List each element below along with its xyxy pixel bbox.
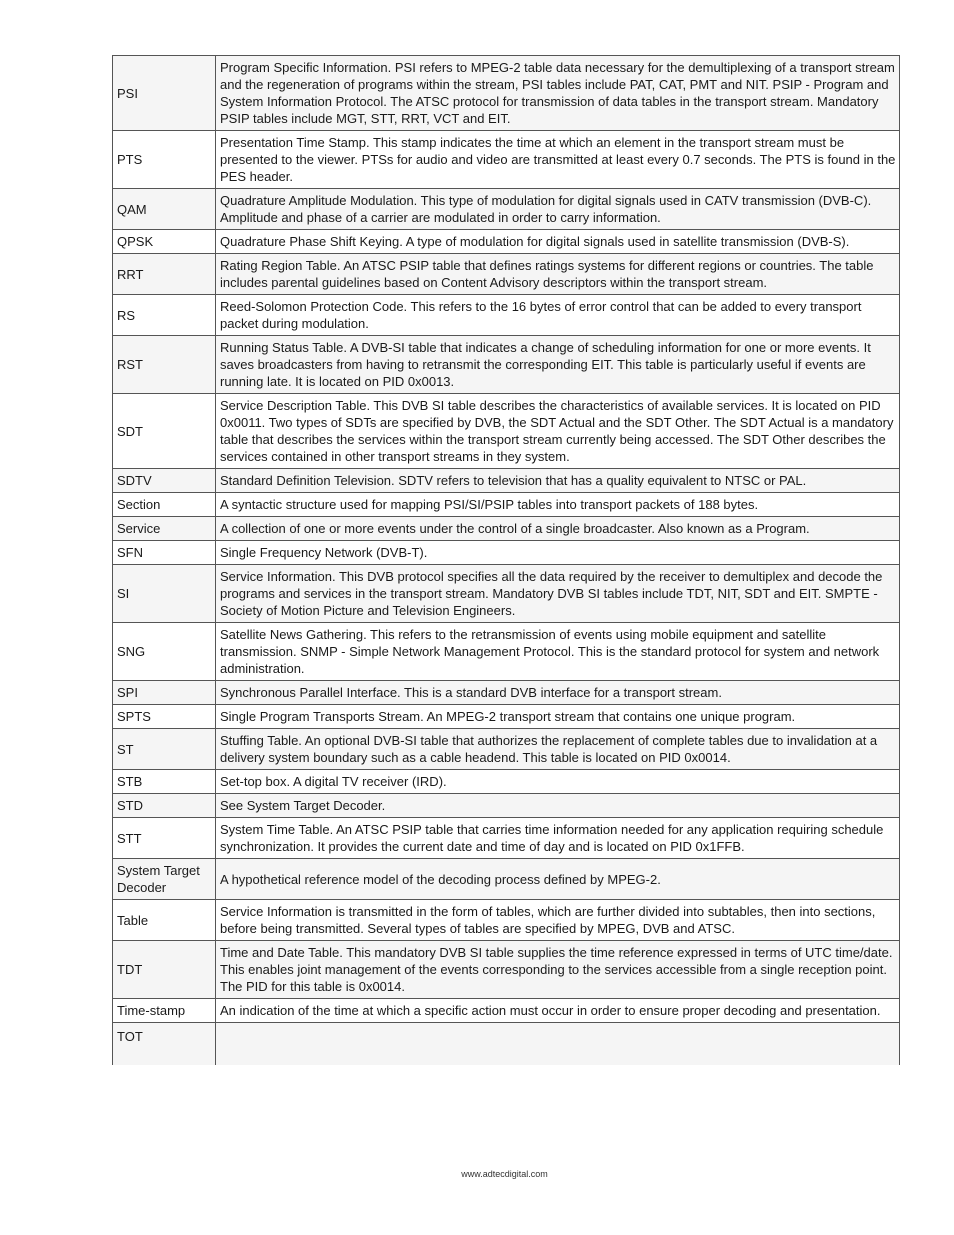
glossary-term: SDTV — [113, 469, 216, 493]
glossary-table — [112, 55, 900, 1065]
glossary-term: STT — [113, 818, 216, 859]
glossary-row — [113, 705, 900, 729]
glossary-term: QAM — [113, 189, 216, 230]
glossary-term: Time-stamp — [113, 999, 216, 1023]
glossary-term: PTS — [113, 131, 216, 189]
glossary-definition: Set-top box. A digital TV receiver (IRD). — [216, 770, 900, 794]
glossary-row — [113, 131, 900, 189]
glossary-term: Section — [113, 493, 216, 517]
glossary-term: System Target Decoder — [113, 859, 216, 900]
glossary-definition: Quadrature Amplitude Modulation. This type of modulation for digital signals used in CATV transmission (DVB-C). Amplitude and phase of a carrier are modulated in order to carry information. — [216, 189, 900, 230]
glossary-definition — [216, 1023, 900, 1066]
glossary-definition: Rating Region Table. An ATSC PSIP table that defines ratings systems for different regions or countries. The table includes parental guidelines based on Content Advisory descriptors within the transport stream. — [216, 254, 900, 295]
glossary-row — [113, 681, 900, 705]
glossary-definition: Standard Definition Television. SDTV refers to television that has a quality equivalent to NTSC or PAL. — [216, 469, 900, 493]
glossary-definition: Quadrature Phase Shift Keying. A type of modulation for digital signals used in satellite transmission (DVB-S). — [216, 230, 900, 254]
glossary-row — [113, 336, 900, 394]
glossary-row — [113, 517, 900, 541]
glossary-row — [113, 770, 900, 794]
glossary-row — [113, 794, 900, 818]
glossary-term: Service — [113, 517, 216, 541]
glossary-term: SFN — [113, 541, 216, 565]
glossary-row — [113, 859, 900, 900]
glossary-term: SDT — [113, 394, 216, 469]
glossary-row — [113, 469, 900, 493]
glossary-term: RST — [113, 336, 216, 394]
glossary-definition: Running Status Table. A DVB-SI table that indicates a change of scheduling information for one or more events. It saves broadcasters from having to retransmit the corresponding EIT. This table is particularly useful if events are running late. It is located on PID 0x0013. — [216, 336, 900, 394]
glossary-definition: Reed-Solomon Protection Code. This refers to the 16 bytes of error control that can be added to every transport packet during modulation. — [216, 295, 900, 336]
glossary-definition: Single Frequency Network (DVB-T). — [216, 541, 900, 565]
glossary-row — [113, 189, 900, 230]
glossary-term: TDT — [113, 941, 216, 999]
glossary-term: SI — [113, 565, 216, 623]
glossary-row — [113, 394, 900, 469]
glossary-definition: System Time Table. An ATSC PSIP table that carries time information needed for any application requiring schedule synchronization. It provides the current date and time of day and is located on PID 0x1FFB. — [216, 818, 900, 859]
glossary-term: SPI — [113, 681, 216, 705]
footer-url: www.adtecdigital.com — [461, 1169, 548, 1179]
glossary-term: STB — [113, 770, 216, 794]
glossary-row — [113, 729, 900, 770]
glossary-term: TOT — [113, 1023, 216, 1066]
glossary-definition: Program Specific Information. PSI refers to MPEG-2 table data necessary for the demultiplexing of a transport stream and the regeneration of programs within the stream, PSI tables include PAT, CAT, PMT and NIT. PSIP - Program and System Information Protocol. The ATSC protocol for transmission of data tables in the transport stream. Mandatory PSIP tables include MGT, STT, RRT, VCT and EIT. — [216, 56, 900, 131]
glossary-definition: An indication of the time at which a specific action must occur in order to ensure proper decoding and presentation. — [216, 999, 900, 1023]
glossary-definition: Service Information. This DVB protocol specifies all the data required by the receiver to demultiplex and decode the programs and services in the transport stream. Mandatory DVB SI tables include TDT, NIT, SDT and EIT. SMPTE - Society of Motion Picture and Television Engineers. — [216, 565, 900, 623]
glossary-definition: See System Target Decoder. — [216, 794, 900, 818]
glossary-definition: A syntactic structure used for mapping PSI/SI/PSIP tables into transport packets of 188 bytes. — [216, 493, 900, 517]
glossary-row — [113, 230, 900, 254]
glossary-row — [113, 999, 900, 1023]
glossary-term: STD — [113, 794, 216, 818]
glossary-row — [113, 565, 900, 623]
glossary-row — [113, 493, 900, 517]
glossary-definition: Satellite News Gathering. This refers to the retransmission of events using mobile equipment and satellite transmission. SNMP - Simple Network Management Protocol. This is the standard protocol for system and network administration. — [216, 623, 900, 681]
glossary-term: SPTS — [113, 705, 216, 729]
glossary-definition: Synchronous Parallel Interface. This is a standard DVB interface for a transport stream. — [216, 681, 900, 705]
glossary-term: Table — [113, 900, 216, 941]
glossary-term: PSI — [113, 56, 216, 131]
glossary-row — [113, 623, 900, 681]
glossary-term: ST — [113, 729, 216, 770]
glossary-row — [113, 295, 900, 336]
glossary-row — [113, 56, 900, 131]
glossary-term: RRT — [113, 254, 216, 295]
glossary-term: RS — [113, 295, 216, 336]
glossary-definition: Stuffing Table. An optional DVB-SI table that authorizes the replacement of complete tables due to invalidation at a delivery system boundary such as a cable headend. This table is located on PID 0x0014. — [216, 729, 900, 770]
glossary-body — [113, 56, 900, 1066]
glossary-row — [113, 941, 900, 999]
glossary-definition: Service Description Table. This DVB SI table describes the characteristics of available services. It is located on PID 0x0011. Two types of SDTs are specified by DVB, the SDT Actual and the SDT Other. The SDT Actual is a mandatory table that describes the services within the transport stream currently being accessed. The SDT Other describes the services contained in other transport streams in they system. — [216, 394, 900, 469]
glossary-definition: Time and Date Table. This mandatory DVB SI table supplies the time reference expressed in terms of UTC time/date. This enables joint management of the events corresponding to the services accessible from a single reception point. The PID for this table is 0x0014. — [216, 941, 900, 999]
glossary-term: QPSK — [113, 230, 216, 254]
glossary-row — [113, 1023, 900, 1066]
glossary-definition: Single Program Transports Stream. An MPEG-2 transport stream that contains one unique program. — [216, 705, 900, 729]
glossary-definition: Presentation Time Stamp. This stamp indicates the time at which an element in the transport stream must be presented to the viewer. PTSs for audio and video are transmitted at least every 0.7 seconds. The PTS is found in the PES header. — [216, 131, 900, 189]
glossary-term: SNG — [113, 623, 216, 681]
glossary-definition: Service Information is transmitted in the form of tables, which are further divided into subtables, then into sections, before being transmitted. Several types of tables are specified by MPEG, DVB and ATSC. — [216, 900, 900, 941]
glossary-row — [113, 541, 900, 565]
glossary-row — [113, 900, 900, 941]
glossary-definition: A hypothetical reference model of the decoding process defined by MPEG-2. — [216, 859, 900, 900]
glossary-row — [113, 818, 900, 859]
glossary-row — [113, 254, 900, 295]
glossary-definition: A collection of one or more events under the control of a single broadcaster. Also known as a Program. — [216, 517, 900, 541]
